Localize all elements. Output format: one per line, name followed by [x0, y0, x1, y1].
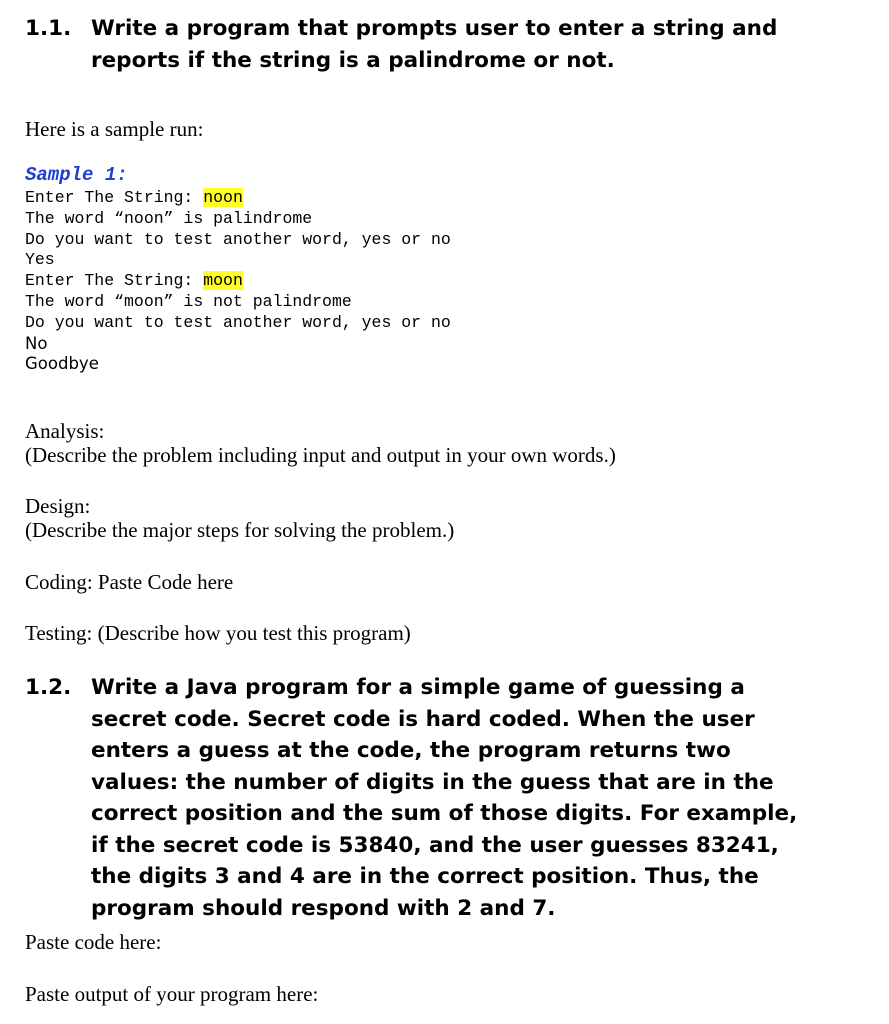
sample-intro: Here is a sample run:	[25, 117, 204, 141]
highlighted-input: noon	[203, 188, 243, 207]
sample-line: Do you want to test another word, yes or no	[25, 312, 451, 332]
question-1-1	[25, 13, 825, 76]
sample-line: No	[25, 333, 48, 353]
sample-line	[25, 271, 451, 292]
sample-line: Do you want to test another word, yes or no	[25, 229, 451, 249]
question-1-2	[25, 672, 825, 924]
sample-line: Goodbye	[25, 354, 99, 374]
analysis-heading: Analysis:	[25, 419, 105, 443]
highlighted-input: moon	[203, 271, 243, 291]
prompt-text: Enter The String:	[25, 188, 204, 207]
sample-line: The word “moon” is not palindrome	[25, 291, 352, 311]
paste-code-line: Paste code here:	[25, 930, 162, 954]
design-desc: (Describe the major steps for solving the problem.)	[25, 518, 455, 542]
question-text: Write a Java program for a simple game of guessing a secret code. Secret code is hard coded. When the user enters a guess at the code, the program returns two values: the number of digits in the guess that are in the correct position and the sum of those digits. For example, if the secret code is 53840, and the user guesses 83241, the digits 3 and 4 are in the correct position. Thus, the program should respond with 2 and 7.	[91, 675, 798, 921]
sample-line: The word “noon” is palindrome	[25, 208, 313, 228]
sample-line: Yes	[25, 250, 55, 270]
question-number: 1.1.	[25, 16, 72, 41]
paste-output-line: Paste output of your program here:	[25, 982, 319, 1006]
design-heading: Design:	[25, 494, 91, 518]
sample-line	[25, 188, 451, 209]
sample-run	[25, 162, 451, 375]
coding-line: Coding: Paste Code here	[25, 570, 234, 594]
analysis-desc: (Describe the problem including input and output in your own words.)	[25, 443, 616, 467]
prompt-text: Enter The String:	[25, 271, 204, 291]
testing-line: Testing: (Describe how you test this program)	[25, 621, 411, 645]
question-text: Write a program that prompts user to enter a string and reports if the string is a palindrome or not.	[91, 16, 778, 73]
question-number: 1.2.	[25, 675, 72, 700]
sample-title: Sample 1:	[25, 164, 128, 186]
